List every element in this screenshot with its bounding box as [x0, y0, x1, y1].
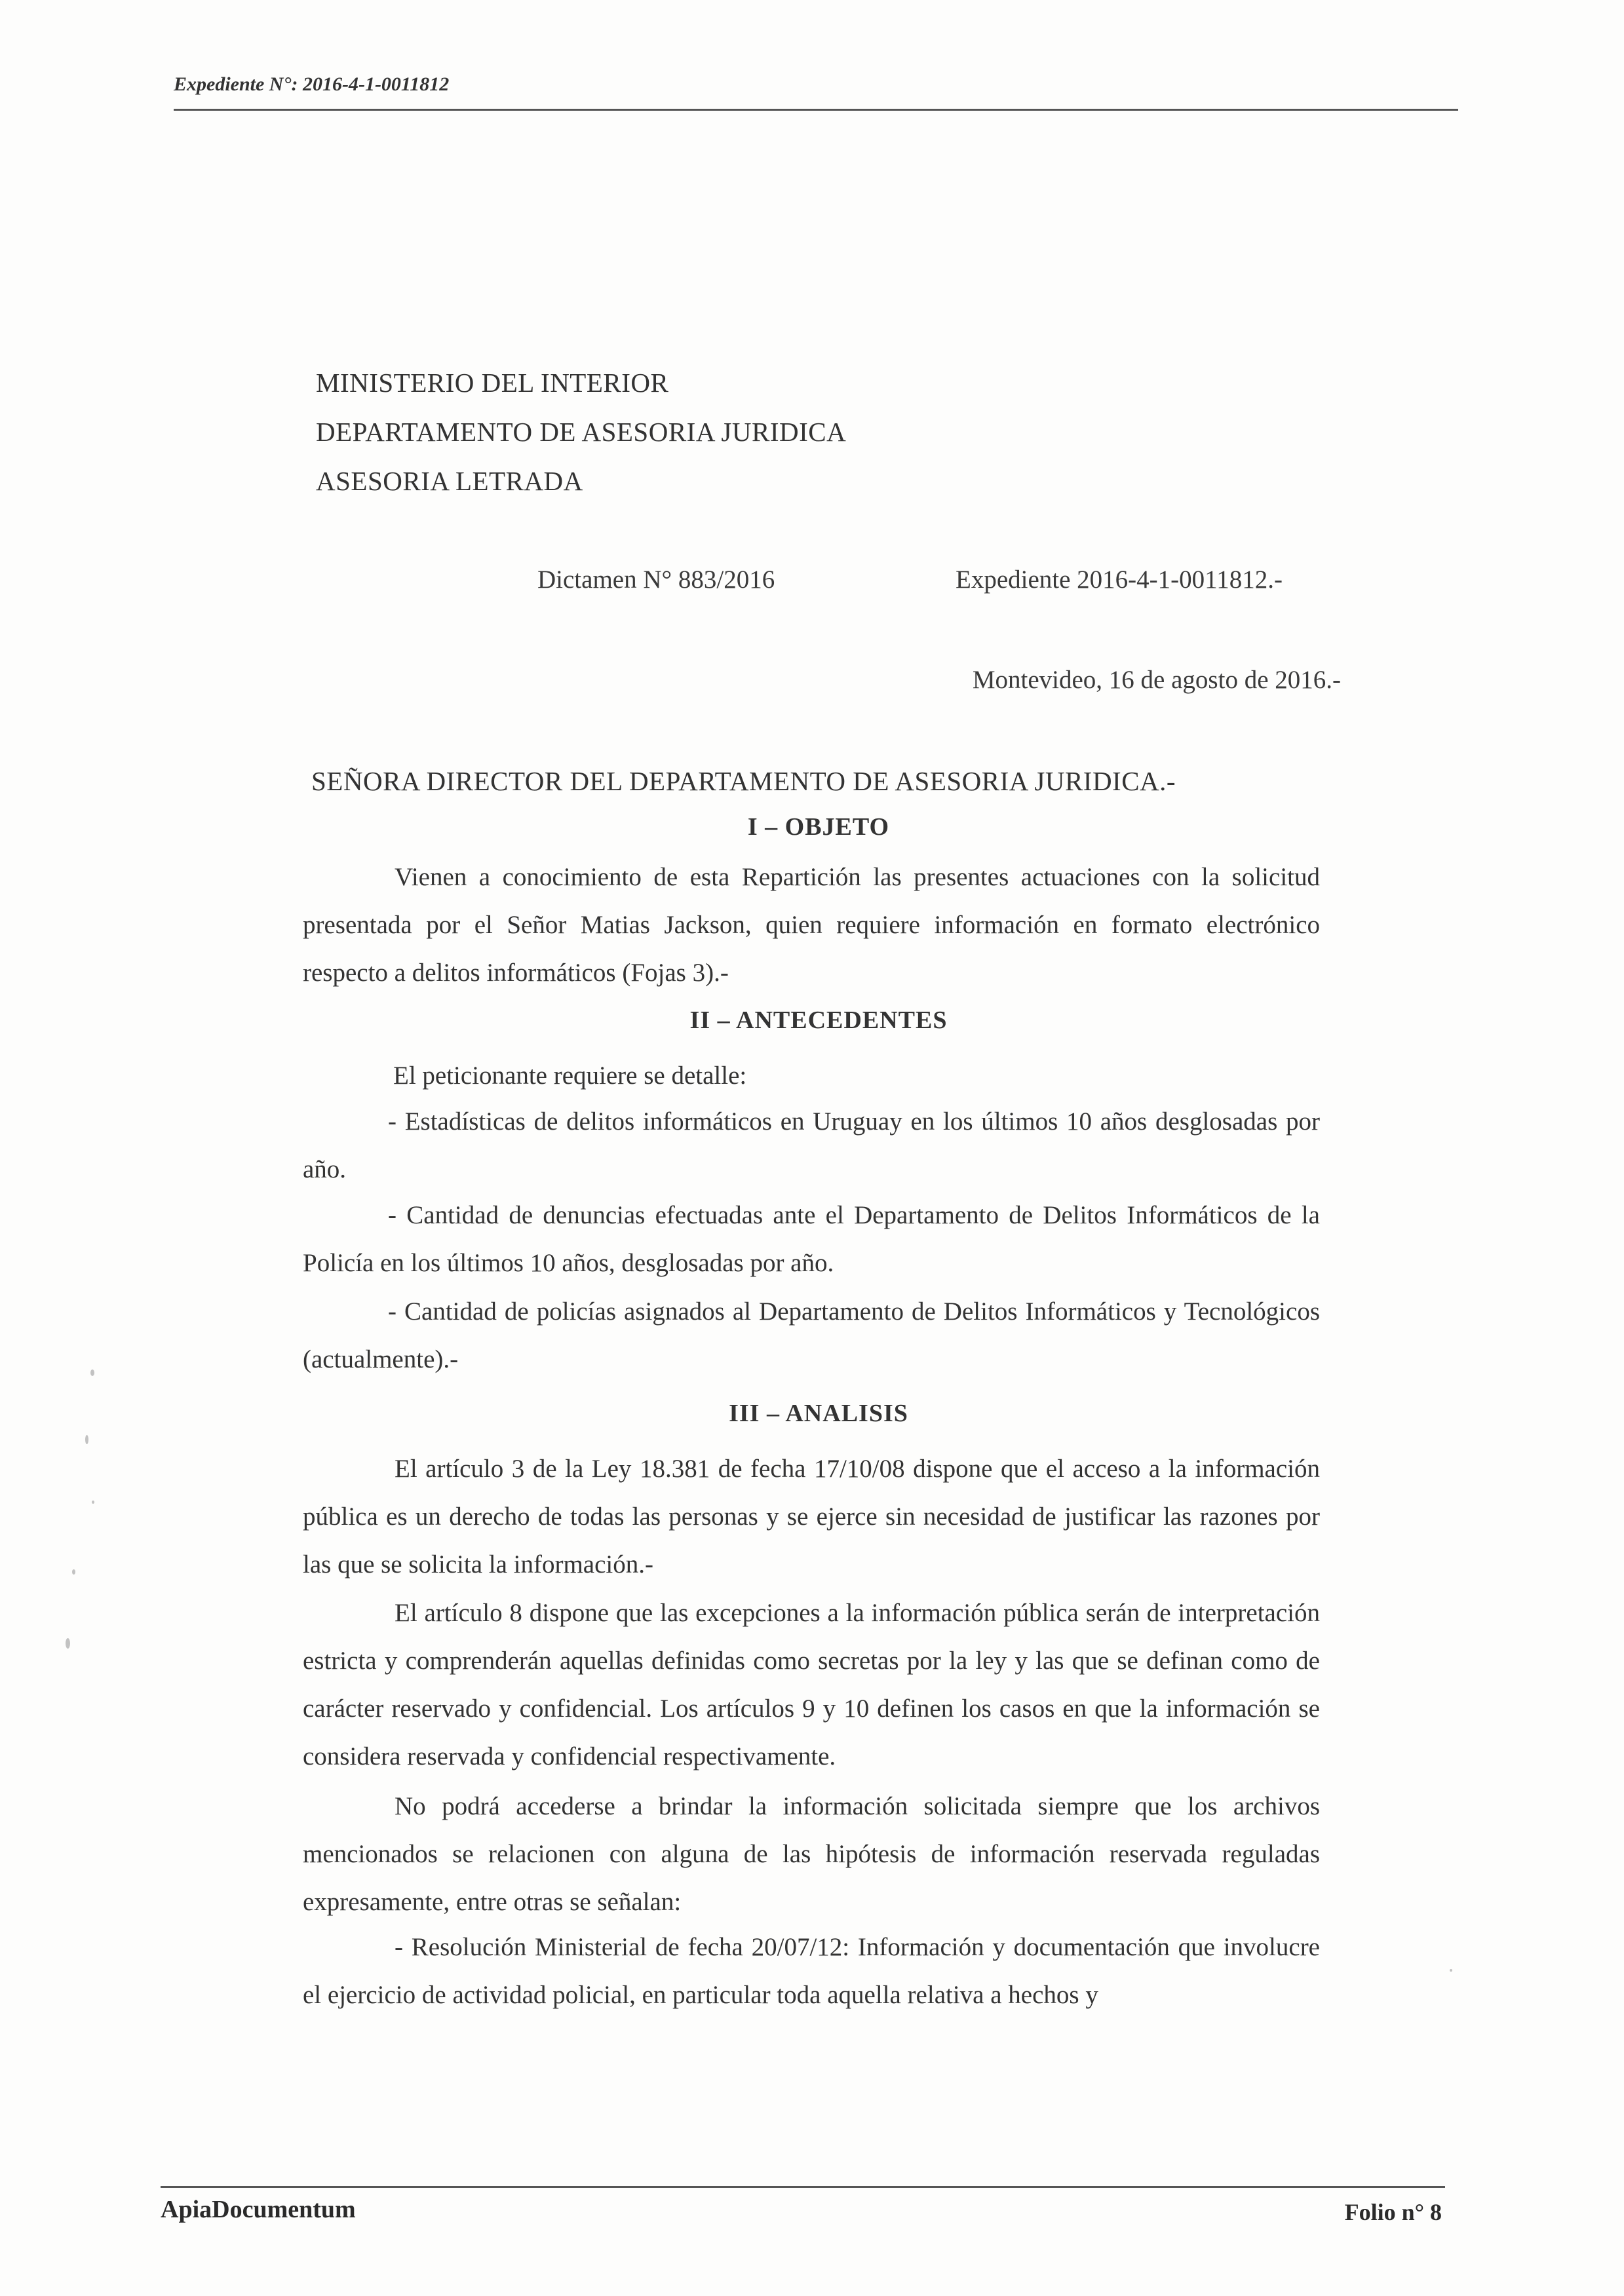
antecedentes-item-3: - Cantidad de policías asignados al Departamento de Delitos Informáticos y Tecnológicos (actualmente).- [303, 1297, 1320, 1373]
footer-folio: Folio n° 8 [1344, 2199, 1442, 2225]
analisis-paragraph-2: El artículo 8 dispone que las excepciones a la información pública serán de interpretación estricta y comprenderán aquellas definidas como secretas por la ley y las que se definan como de carácter reservado y confidencial. Los artículos 9 y 10 definen los casos en que la información se considera reservada y confidencial respectivamente. [303, 1599, 1320, 1770]
dictamen-number: Dictamen N° 883/2016 [537, 565, 775, 594]
objeto-paragraph: Vienen a conocimiento de esta Repartición las presentes actuaciones con la solicitud presentada por el Señor Matias Jackson, quien requiere información en formato electrónico respecto a delitos informáticos (Fojas 3).- [303, 863, 1320, 987]
scan-speck [85, 1435, 88, 1444]
footer-rule [161, 2186, 1445, 2188]
document-date: Montevideo, 16 de agosto de 2016.- [972, 666, 1341, 694]
expediente-number: Expediente 2016-4-1-0011812.- [956, 565, 1283, 594]
antecedentes-intro: El peticionante requiere se detalle: [393, 1062, 747, 1090]
section-title-objeto: I – OBJETO [747, 813, 890, 841]
analisis-paragraph-3: No podrá accederse a brindar la información solicitada siempre que los archivos mencionados se relacionen con alguna de las hipótesis de información reservada reguladas expresamente, entre otras se señalan: [303, 1792, 1320, 1916]
section-title-antecedentes: II – ANTECEDENTES [689, 1006, 948, 1034]
section-title-analisis: III – ANALISIS [729, 1400, 908, 1427]
institution-department: DEPARTAMENTO DE ASESORIA JURIDICA [316, 417, 847, 447]
header-expediente: Expediente N°: 2016-4-1-0011812 [174, 73, 450, 95]
scan-speck [90, 1369, 94, 1376]
footer-system-name: ApiaDocumentum [161, 2196, 356, 2223]
antecedentes-item-1: - Estadísticas de delitos informáticos en Uruguay en los últimos 10 años desglosadas por año. [303, 1107, 1320, 1183]
analisis-paragraph-1: El artículo 3 de la Ley 18.381 de fecha 17/10/08 dispone que el acceso a la información pública es un derecho de todas las personas y se ejerce sin necesidad de justificar las razones por las que se solicita la información.- [303, 1455, 1320, 1578]
header-rule [174, 109, 1458, 111]
addressee: SEÑORA DIRECTOR DEL DEPARTAMENTO DE ASESORIA JURIDICA.- [311, 766, 1176, 796]
scan-speck [92, 1501, 94, 1504]
institution-office: ASESORIA LETRADA [316, 466, 583, 496]
scan-speck [72, 1569, 75, 1575]
institution-ministry: MINISTERIO DEL INTERIOR [316, 368, 669, 398]
antecedentes-item-2: - Cantidad de denuncias efectuadas ante el Departamento de Delitos Informáticos de la Policía en los últimos 10 años, desglosadas por año. [303, 1201, 1320, 1277]
scan-speck [1450, 1969, 1452, 1972]
analisis-paragraph-4: - Resolución Ministerial de fecha 20/07/12: Información y documentación que involucre el ejercicio de actividad policial, en particular toda aquella relativa a hechos y [303, 1933, 1320, 2009]
scan-speck [66, 1638, 70, 1649]
